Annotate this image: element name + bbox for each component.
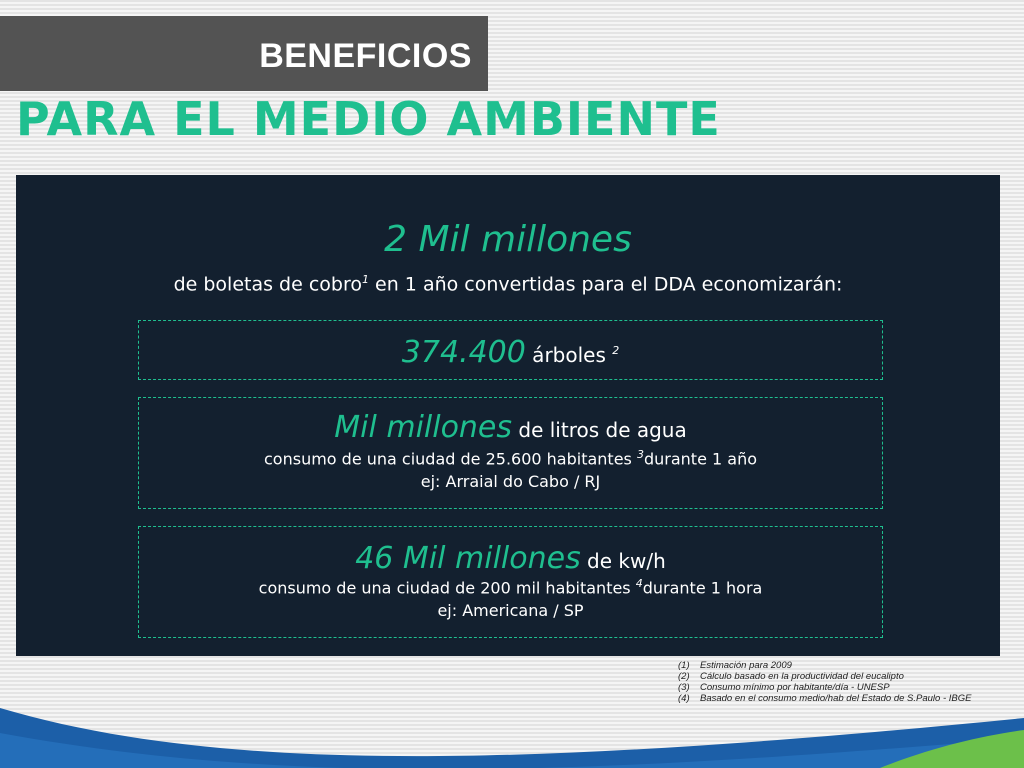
footnote-4 (678, 693, 971, 704)
footnote-text: Basado en el consumo medio/hab del Estado de S.Paulo - IBGE (700, 693, 972, 704)
footnote-1 (678, 660, 971, 671)
stat-box-energy (138, 526, 883, 638)
stat-box-water (138, 397, 883, 509)
water-detail (139, 448, 882, 468)
footnote-ref-2: 2 (612, 344, 620, 358)
headline-subtitle (16, 273, 1000, 295)
footnote-3 (678, 682, 971, 693)
water-line (139, 410, 882, 445)
energy-example: ej: Americana / SP (437, 601, 584, 620)
slide-title: PARA EL MEDIO AMBIENTE (16, 92, 721, 146)
footnote-ref-4: 4 (635, 577, 643, 590)
energy-value: 46 Mil millones (355, 541, 581, 576)
trees-unit: árboles (525, 343, 613, 367)
water-example: ej: Arraial do Cabo / RJ (420, 472, 601, 491)
footnote-text: Cálculo basado en la productividad del eucalipto (700, 671, 904, 682)
energy-unit: de kw/h (580, 549, 666, 573)
footnote-number: (2) (678, 671, 690, 682)
footnote-ref-3: 3 (636, 448, 644, 461)
footnote-number: (1) (678, 660, 690, 671)
header-band (0, 16, 488, 91)
footnote-number: (4) (678, 693, 690, 704)
footnote-2 (678, 671, 971, 682)
section-label: BENEFICIOS (259, 37, 472, 75)
footnote-text: Consumo mínimo por habitante/día - UNESP (700, 682, 890, 693)
water-detail-after: durante 1 año (643, 449, 757, 469)
water-unit: de litros de agua (512, 418, 687, 442)
subtitle-text-before: de boletas de cobro (173, 273, 362, 296)
trees-line (139, 335, 882, 370)
water-detail-before: consumo de una ciudad de 25.600 habitantes (264, 449, 637, 469)
energy-line (139, 541, 882, 576)
energy-detail-before: consumo de una ciudad de 200 mil habitantes (258, 578, 636, 598)
energy-detail-after: durante 1 hora (642, 578, 763, 598)
headline-stat: 2 Mil millones (384, 219, 632, 260)
trees-value: 374.400 (401, 335, 526, 370)
stat-box-trees (138, 320, 883, 380)
footnotes (678, 660, 971, 704)
content-panel (16, 175, 1000, 656)
footnote-text: Estimación para 2009 (700, 660, 792, 671)
water-value: Mil millones (334, 410, 513, 445)
energy-detail (139, 577, 882, 597)
subtitle-text-after: en 1 año convertidas para el DDA economizarán: (369, 273, 843, 296)
footnote-ref-1: 1 (362, 273, 369, 286)
footnote-number: (3) (678, 682, 690, 693)
